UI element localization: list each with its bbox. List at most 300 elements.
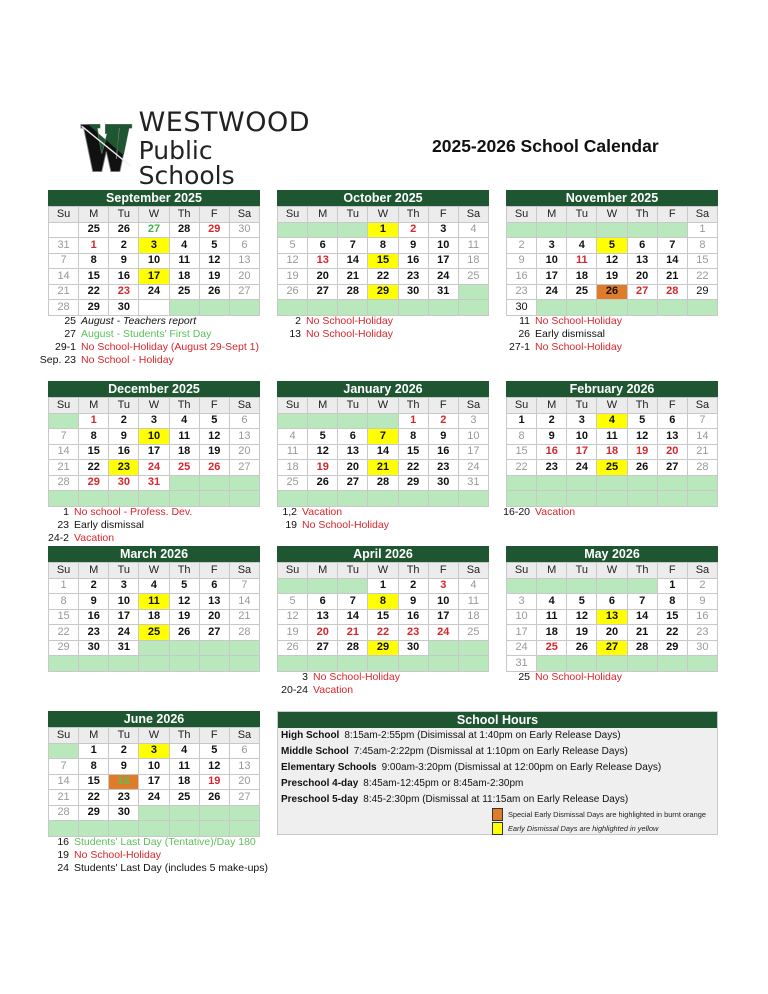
day-cell: 6	[229, 238, 259, 254]
day-cell: 10	[428, 594, 458, 610]
empty-cell	[308, 578, 338, 594]
legend-yellow	[492, 822, 658, 835]
weekday-label: Su	[507, 563, 537, 579]
week-row	[278, 253, 489, 269]
empty-cell	[338, 300, 368, 316]
week-row	[507, 222, 718, 238]
empty-cell	[49, 656, 79, 672]
weekday-label: Th	[398, 207, 428, 223]
month-april-2026	[277, 546, 489, 672]
empty-cell	[428, 640, 458, 656]
note-item	[272, 519, 389, 532]
day-cell: 26	[278, 640, 308, 656]
day-cell: 17	[507, 625, 537, 641]
weekday-label: Su	[49, 728, 79, 744]
week-row	[278, 578, 489, 594]
week-row	[507, 429, 718, 445]
day-cell: 10	[507, 609, 537, 625]
day-cell: 25	[537, 640, 567, 656]
week-row	[49, 413, 260, 429]
weekday-label: Tu	[109, 563, 139, 579]
day-cell: 7	[627, 594, 657, 610]
day-cell: 10	[428, 238, 458, 254]
note-text: No school - Profess. Dev.	[74, 506, 193, 518]
empty-cell	[79, 656, 109, 672]
empty-cell	[428, 491, 458, 507]
week-row	[49, 475, 260, 491]
day-cell: 29	[687, 284, 717, 300]
week-row	[49, 222, 260, 238]
weekday-label: M	[537, 207, 567, 223]
empty-cell	[338, 578, 368, 594]
empty-cell	[537, 578, 567, 594]
day-cell: 26	[278, 284, 308, 300]
month-may-2026	[506, 546, 718, 672]
day-cell: 21	[338, 625, 368, 641]
day-cell: 16	[428, 444, 458, 460]
day-cell: 11	[169, 759, 199, 775]
day-cell: 31	[428, 284, 458, 300]
day-cell: 7	[687, 413, 717, 429]
day-cell: 11	[567, 253, 597, 269]
day-cell: 7	[657, 238, 687, 254]
day-cell: 30	[507, 300, 537, 316]
note-date: 3	[302, 671, 308, 683]
month-title: January 2026	[277, 381, 489, 397]
day-cell: 2	[398, 222, 428, 238]
hours-label: Preschool 4-day	[281, 778, 359, 789]
day-cell: 25	[139, 625, 169, 641]
day-cell: 26	[308, 475, 338, 491]
day-cell: 6	[229, 743, 259, 759]
note-text: Vacation	[302, 506, 343, 518]
empty-cell	[229, 300, 259, 316]
note-date: 11	[519, 315, 530, 327]
day-cell: 30	[109, 300, 139, 316]
month-notes	[272, 671, 400, 697]
day-cell: 11	[169, 429, 199, 445]
hours-text: 8:45-2:30pm (Dismissal at 11:15am on Early Release Days)	[363, 794, 629, 805]
day-cell: 16	[109, 444, 139, 460]
day-cell: 18	[597, 444, 627, 460]
month-notes	[272, 506, 389, 532]
empty-cell	[428, 656, 458, 672]
day-cell: 30	[398, 640, 428, 656]
weekday-label: F	[199, 728, 229, 744]
day-cell: 1	[79, 413, 109, 429]
weekday-label: F	[199, 398, 229, 414]
day-cell: 16	[79, 609, 109, 625]
weekday-header-row	[49, 207, 260, 223]
week-row	[507, 253, 718, 269]
week-row	[278, 640, 489, 656]
note-item	[43, 862, 268, 875]
empty-cell	[109, 656, 139, 672]
day-cell: 21	[627, 625, 657, 641]
day-cell: 28	[338, 640, 368, 656]
note-item	[272, 328, 393, 341]
week-row	[49, 609, 260, 625]
day-cell: 14	[49, 269, 79, 285]
weekday-header-row	[278, 398, 489, 414]
day-cell: 26	[597, 284, 627, 300]
day-cell: 21	[49, 790, 79, 806]
day-cell: 1	[79, 238, 109, 254]
week-row	[278, 269, 489, 285]
day-cell: 16	[537, 444, 567, 460]
legend-orange-text: Special Early Dismissal Days are highlighted in burnt orange	[508, 810, 707, 819]
day-cell: 23	[109, 284, 139, 300]
weekday-label: W	[597, 207, 627, 223]
day-cell: 14	[49, 774, 79, 790]
day-cell: 12	[278, 609, 308, 625]
month-title: February 2026	[506, 381, 718, 397]
note-date: 19	[57, 849, 69, 861]
day-cell: 28	[229, 625, 259, 641]
day-cell: 18	[537, 625, 567, 641]
note-date: 24-2	[47, 532, 69, 544]
day-cell: 5	[169, 578, 199, 594]
day-cell: 21	[687, 444, 717, 460]
day-cell: 13	[308, 609, 338, 625]
note-item	[43, 506, 192, 519]
empty-cell	[199, 805, 229, 821]
empty-cell	[49, 743, 79, 759]
note-item	[5, 354, 259, 367]
empty-cell	[49, 413, 79, 429]
weekday-label: Su	[278, 563, 308, 579]
week-row	[507, 300, 718, 316]
day-cell: 13	[627, 253, 657, 269]
weekday-label: Tu	[567, 398, 597, 414]
day-cell: 4	[169, 413, 199, 429]
empty-cell	[507, 475, 537, 491]
day-cell: 27	[308, 640, 338, 656]
empty-cell	[338, 491, 368, 507]
day-cell: 27	[338, 475, 368, 491]
day-cell: 22	[507, 460, 537, 476]
note-date: 25	[64, 315, 76, 327]
day-cell: 19	[199, 774, 229, 790]
empty-cell	[139, 640, 169, 656]
day-cell: 31	[109, 640, 139, 656]
note-item	[501, 315, 622, 328]
empty-cell	[537, 222, 567, 238]
day-cell: 8	[79, 253, 109, 269]
day-cell: 4	[458, 222, 488, 238]
month-title: March 2026	[48, 546, 260, 562]
day-cell: 30	[229, 222, 259, 238]
weekday-label: W	[139, 207, 169, 223]
empty-cell	[278, 578, 308, 594]
week-row	[507, 656, 718, 672]
week-row	[278, 222, 489, 238]
day-cell: 17	[428, 253, 458, 269]
day-cell: 29	[79, 805, 109, 821]
day-cell: 11	[139, 594, 169, 610]
day-cell: 15	[79, 269, 109, 285]
day-cell: 9	[109, 429, 139, 445]
month-grid	[277, 397, 489, 507]
weekday-label: F	[428, 398, 458, 414]
month-grid	[277, 562, 489, 672]
note-date: Sep. 23	[39, 354, 76, 366]
weekday-label: M	[308, 398, 338, 414]
week-row	[49, 300, 260, 316]
note-text: August - Students' First Day	[81, 328, 212, 340]
day-cell: 29	[199, 222, 229, 238]
empty-cell	[368, 491, 398, 507]
week-row	[278, 460, 489, 476]
empty-cell	[278, 656, 308, 672]
weekday-header-row	[278, 207, 489, 223]
weekday-label: Tu	[109, 398, 139, 414]
empty-cell	[139, 805, 169, 821]
day-cell: 27	[229, 460, 259, 476]
weekday-label: Th	[169, 728, 199, 744]
weekday-label: F	[428, 563, 458, 579]
day-cell: 15	[657, 609, 687, 625]
day-cell: 20	[627, 269, 657, 285]
day-cell: 26	[169, 625, 199, 641]
day-cell: 6	[597, 594, 627, 610]
day-cell: 21	[657, 269, 687, 285]
day-cell: 24	[139, 284, 169, 300]
day-cell: 6	[308, 238, 338, 254]
week-row	[507, 444, 718, 460]
day-cell: 16	[109, 774, 139, 790]
day-cell: 12	[199, 429, 229, 445]
month-notes	[501, 671, 622, 684]
empty-cell	[627, 222, 657, 238]
day-cell: 15	[368, 609, 398, 625]
day-cell: 13	[229, 429, 259, 445]
weekday-label: W	[368, 563, 398, 579]
note-item	[43, 836, 268, 849]
day-cell: 24	[507, 640, 537, 656]
empty-cell	[368, 413, 398, 429]
day-cell: 11	[597, 429, 627, 445]
month-grid	[506, 562, 718, 672]
weekday-label: F	[199, 207, 229, 223]
day-cell: 5	[199, 413, 229, 429]
day-cell: 20	[308, 625, 338, 641]
note-date: 19	[285, 519, 297, 531]
weekday-label: M	[79, 563, 109, 579]
day-cell: 18	[169, 774, 199, 790]
empty-cell	[537, 475, 567, 491]
weekday-label: F	[428, 207, 458, 223]
weekday-label: Sa	[458, 398, 488, 414]
day-cell: 21	[229, 609, 259, 625]
day-cell: 4	[169, 743, 199, 759]
day-cell: 17	[458, 444, 488, 460]
note-date: 27-1	[508, 341, 530, 353]
day-cell: 6	[338, 429, 368, 445]
day-cell: 5	[308, 429, 338, 445]
empty-cell	[627, 491, 657, 507]
day-cell: 17	[139, 774, 169, 790]
day-cell: 2	[109, 743, 139, 759]
day-cell: 7	[49, 759, 79, 775]
weekday-label: M	[79, 207, 109, 223]
day-cell: 23	[109, 460, 139, 476]
weekday-label: Th	[169, 207, 199, 223]
day-cell: 21	[368, 460, 398, 476]
day-cell: 9	[428, 429, 458, 445]
day-cell: 3	[139, 238, 169, 254]
day-cell: 19	[278, 269, 308, 285]
empty-cell	[657, 222, 687, 238]
day-cell: 8	[79, 759, 109, 775]
note-item	[501, 328, 622, 341]
note-item	[5, 341, 259, 354]
empty-cell	[308, 491, 338, 507]
day-cell: 26	[627, 460, 657, 476]
hours-text: 9:00am-3:20pm (Dismissal at 12:00pm on Early Release Days)	[381, 762, 662, 773]
day-cell: 9	[398, 238, 428, 254]
day-cell: 16	[507, 269, 537, 285]
day-cell: 23	[507, 284, 537, 300]
weekday-label: Su	[49, 563, 79, 579]
month-january-2026	[277, 381, 489, 507]
day-cell: 7	[368, 429, 398, 445]
day-cell: 18	[139, 609, 169, 625]
note-date: 1,2	[282, 506, 297, 518]
month-title: December 2025	[48, 381, 260, 397]
day-cell: 18	[458, 253, 488, 269]
weekday-label: W	[597, 398, 627, 414]
empty-cell	[139, 300, 169, 316]
day-cell: 22	[657, 625, 687, 641]
empty-cell	[199, 300, 229, 316]
weekday-label: F	[657, 563, 687, 579]
day-cell: 28	[49, 475, 79, 491]
month-grid	[277, 206, 489, 316]
day-cell: 25	[169, 460, 199, 476]
day-cell: 26	[567, 640, 597, 656]
day-cell: 1	[687, 222, 717, 238]
empty-cell	[278, 491, 308, 507]
empty-cell	[79, 491, 109, 507]
empty-cell	[338, 656, 368, 672]
empty-cell	[627, 578, 657, 594]
empty-cell	[229, 821, 259, 837]
week-row	[49, 578, 260, 594]
day-cell: 19	[308, 460, 338, 476]
empty-cell	[169, 805, 199, 821]
day-cell: 3	[428, 578, 458, 594]
day-cell: 28	[169, 222, 199, 238]
note-date: 16	[57, 836, 69, 848]
month-title: June 2026	[48, 711, 260, 727]
hours-label: Preschool 5-day	[281, 794, 359, 805]
note-item	[5, 328, 259, 341]
day-cell: 27	[229, 790, 259, 806]
weekday-header-row	[278, 563, 489, 579]
empty-cell	[687, 475, 717, 491]
day-cell: 3	[428, 222, 458, 238]
hours-row-preschool-5day	[278, 792, 717, 808]
weekday-label: F	[657, 207, 687, 223]
day-cell: 23	[687, 625, 717, 641]
empty-cell	[597, 475, 627, 491]
note-text: Vacation	[313, 684, 354, 696]
week-row	[278, 429, 489, 445]
weekday-label: Sa	[458, 563, 488, 579]
day-cell: 24	[458, 460, 488, 476]
month-notes	[272, 315, 393, 341]
weekday-label: Su	[507, 398, 537, 414]
empty-cell	[139, 656, 169, 672]
day-cell: 14	[368, 444, 398, 460]
day-cell: 30	[79, 640, 109, 656]
day-cell: 30	[428, 475, 458, 491]
week-row	[49, 774, 260, 790]
day-cell: 18	[278, 460, 308, 476]
weekday-header-row	[49, 398, 260, 414]
month-grid	[48, 562, 260, 672]
note-text: August - Teachers report	[81, 315, 197, 327]
day-cell: 5	[567, 594, 597, 610]
empty-cell	[687, 656, 717, 672]
empty-cell	[169, 656, 199, 672]
empty-cell	[368, 656, 398, 672]
week-row	[507, 475, 718, 491]
day-cell: 9	[109, 759, 139, 775]
week-row	[507, 578, 718, 594]
weekday-label: F	[199, 563, 229, 579]
day-cell: 12	[169, 594, 199, 610]
empty-cell	[109, 491, 139, 507]
empty-cell	[507, 578, 537, 594]
day-cell: 15	[49, 609, 79, 625]
week-row	[49, 743, 260, 759]
weekday-label: Th	[627, 398, 657, 414]
day-cell: 22	[79, 284, 109, 300]
day-cell: 1	[368, 222, 398, 238]
weekday-label: Tu	[338, 398, 368, 414]
page-title: 2025-2026 School Calendar	[432, 136, 659, 156]
month-september-2025	[48, 190, 260, 316]
day-cell: 23	[109, 790, 139, 806]
week-row	[278, 475, 489, 491]
weekday-label: Th	[398, 563, 428, 579]
day-cell: 20	[338, 460, 368, 476]
day-cell: 8	[507, 429, 537, 445]
day-cell: 10	[567, 429, 597, 445]
day-cell: 12	[567, 609, 597, 625]
empty-cell	[169, 475, 199, 491]
day-cell: 25	[567, 284, 597, 300]
day-cell: 5	[199, 238, 229, 254]
day-cell: 20	[597, 625, 627, 641]
empty-cell	[278, 300, 308, 316]
month-notes	[501, 315, 622, 354]
day-cell: 14	[338, 609, 368, 625]
day-cell: 30	[398, 284, 428, 300]
day-cell: 20	[229, 269, 259, 285]
note-date: 27	[64, 328, 76, 340]
weekday-label: Su	[49, 207, 79, 223]
day-cell: 8	[398, 429, 428, 445]
day-cell: 31	[49, 238, 79, 254]
day-cell: 1	[398, 413, 428, 429]
hours-row-middle-school	[278, 744, 717, 760]
week-row	[278, 238, 489, 254]
empty-cell	[458, 300, 488, 316]
note-item	[272, 684, 400, 697]
